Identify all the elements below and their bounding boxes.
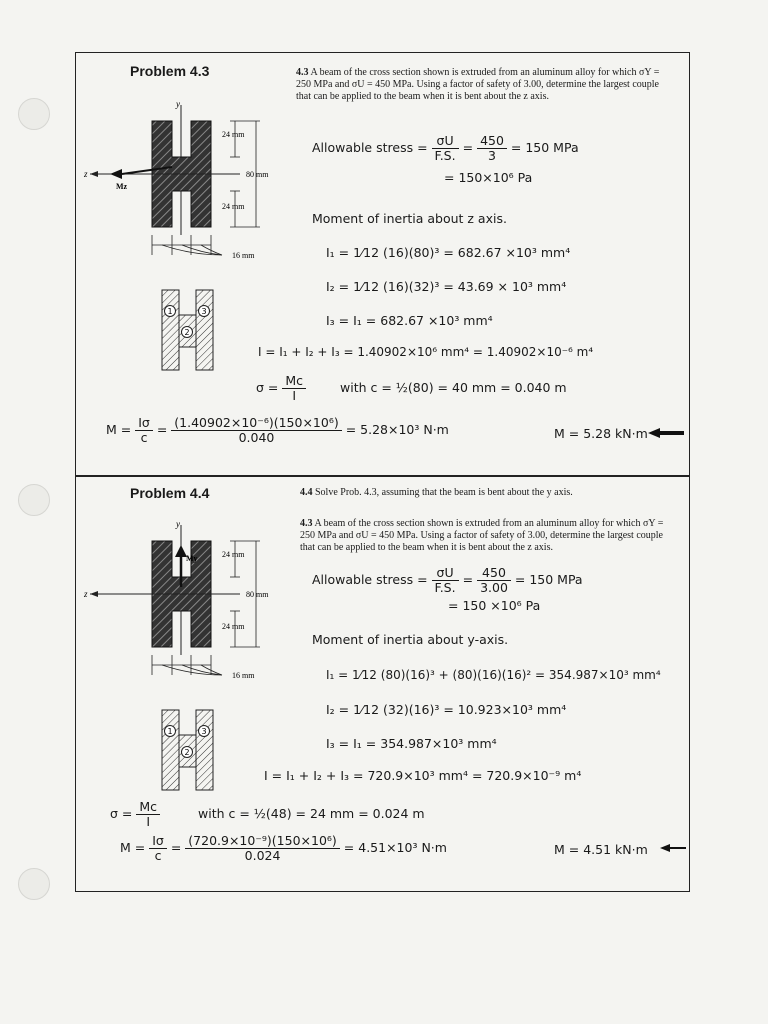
- part-2-label: 2: [184, 328, 190, 337]
- p3-i1: I₁ = 1⁄12 (16)(80)³ = 682.67 ×10³ mm⁴: [326, 245, 571, 260]
- p3-allowable-pa: = 150×10⁶ Pa: [444, 170, 533, 185]
- moment-label: My: [186, 554, 198, 563]
- problem-4-4-statement: [300, 487, 680, 499]
- p3-final-answer: M = 5.28 kN·m: [554, 426, 648, 441]
- moment-label: Mz: [116, 182, 128, 191]
- statement-number: 4.3: [296, 67, 309, 78]
- dim-mid-label: 80 mm: [246, 170, 269, 179]
- binder-hole-top: [18, 98, 50, 130]
- y-axis-label: y: [176, 99, 180, 109]
- p3-moment-eq: M = $\frac{I\sigma}{c}$ = $\frac{\text{(1.40902×10⁻⁶)(150×10⁶)}}{0.040}$ = 5.28×10³ N·m: [106, 415, 449, 445]
- statement-number: 4.4: [300, 487, 313, 498]
- part-3-label: 3: [201, 727, 207, 736]
- p4-answer-arrow: [658, 842, 688, 854]
- part-1-rect: [162, 290, 179, 370]
- statement-text: Solve Prob. 4.3, assuming that the beam is bent about the y axis.: [315, 487, 573, 498]
- dim-top-label: 24 mm: [222, 550, 245, 559]
- p3-itotal: I = I₁ + I₂ + I₃ = 1.40902×10⁶ mm⁴ = 1.40902×10⁻⁶ m⁴: [258, 345, 594, 359]
- problem-4-3-statement: [296, 67, 676, 103]
- p4-i2: I₂ = 1⁄12 (32)(16)³ = 10.923×10³ mm⁴: [326, 702, 567, 717]
- p4-sigma-eq: σ = $\frac{Mc}{I}$ with c = ½(48) = 24 mm = 0.024 m: [110, 799, 425, 829]
- p3-allowable-stress: Allowable stress = $\frac{\sigma U}{F.S.}$ = $\frac{450}{3}$ = 150 MPa: [312, 133, 579, 163]
- p3-answer-arrow: [646, 427, 686, 439]
- dim-bot-label: 24 mm: [222, 202, 245, 211]
- dim-width-label: 16 mm: [232, 671, 255, 680]
- statement-text: A beam of the cross section shown is extruded from an aluminum alloy for which σY = 250 MPa and σU = 450 MPa. Using a factor of safety of 3.00, determine the largest couple that can be applied to the beam when it is bent about the z axis.: [300, 518, 664, 553]
- binder-hole-middle: [18, 484, 50, 516]
- p4-i1: I₁ = 1⁄12 (80)(16)³ + (80)(16)(16)² = 354.987×10³ mm⁴: [326, 668, 661, 682]
- y-axis-label: y: [176, 519, 180, 529]
- statement-number: 4.3: [300, 518, 313, 529]
- p4-final-answer: M = 4.51 kN·m: [554, 842, 648, 857]
- part-1-rect: [162, 710, 179, 790]
- part-3-rect: [196, 710, 213, 790]
- part-3-label: 3: [201, 307, 207, 316]
- p3-moi-heading: Moment of inertia about z axis.: [312, 211, 507, 226]
- p4-allowable-pa: = 150 ×10⁶ Pa: [448, 598, 541, 613]
- p3-i3: I₃ = I₁ = 682.67 ×10³ mm⁴: [326, 313, 493, 328]
- p3-sigma-eq: σ = $\frac{Mc}{I}$ with c = ½(80) = 40 mm = 0.040 m: [256, 373, 567, 403]
- dim-width-label: 16 mm: [232, 251, 255, 260]
- part-1-label: 1: [167, 727, 173, 736]
- problem-4-4-figure: [80, 515, 290, 825]
- dim-top-label: 24 mm: [222, 130, 245, 139]
- problem-4-3-title: Problem 4.3: [130, 63, 210, 79]
- part-1-label: 1: [167, 307, 173, 316]
- part-3-rect: [196, 290, 213, 370]
- p4-moment-eq: M = $\frac{I\sigma}{c}$ = $\frac{\text{(720.9×10⁻⁹)(150×10⁶)}}{0.024}$ = 4.51×10³ N·m: [120, 833, 447, 863]
- problem-4-3-restatement: [300, 518, 680, 554]
- statement-text: A beam of the cross section shown is extruded from an aluminum alloy for which σY = 250 MPa and σU = 450 MPa. Using a factor of safety of 3.00, determine the largest couple that can be applied to the beam when it is bent about the z axis.: [296, 67, 660, 102]
- z-axis-arrow: [90, 171, 98, 177]
- binder-hole-bottom: [18, 868, 50, 900]
- z-axis-label: z: [84, 169, 88, 179]
- p4-i3: I₃ = I₁ = 354.987×10³ mm⁴: [326, 736, 497, 751]
- part-2-label: 2: [184, 748, 190, 757]
- p4-moi-heading: Moment of inertia about y-axis.: [312, 632, 509, 647]
- z-axis-arrow: [90, 591, 98, 597]
- p3-i2: I₂ = 1⁄12 (16)(32)³ = 43.69 × 10³ mm⁴: [326, 279, 567, 294]
- p4-allowable-stress: Allowable stress = $\frac{\sigma U}{F.S.}$ = $\frac{450}{3.00}$ = 150 MPa: [312, 565, 583, 595]
- dim-mid-label: 80 mm: [246, 590, 269, 599]
- p4-itotal: I = I₁ + I₂ + I₃ = 720.9×10³ mm⁴ = 720.9×10⁻⁹ m⁴: [264, 768, 582, 783]
- dim-bot-label: 24 mm: [222, 622, 245, 631]
- z-axis-label: z: [84, 589, 88, 599]
- problem-4-4-title: Problem 4.4: [130, 485, 210, 501]
